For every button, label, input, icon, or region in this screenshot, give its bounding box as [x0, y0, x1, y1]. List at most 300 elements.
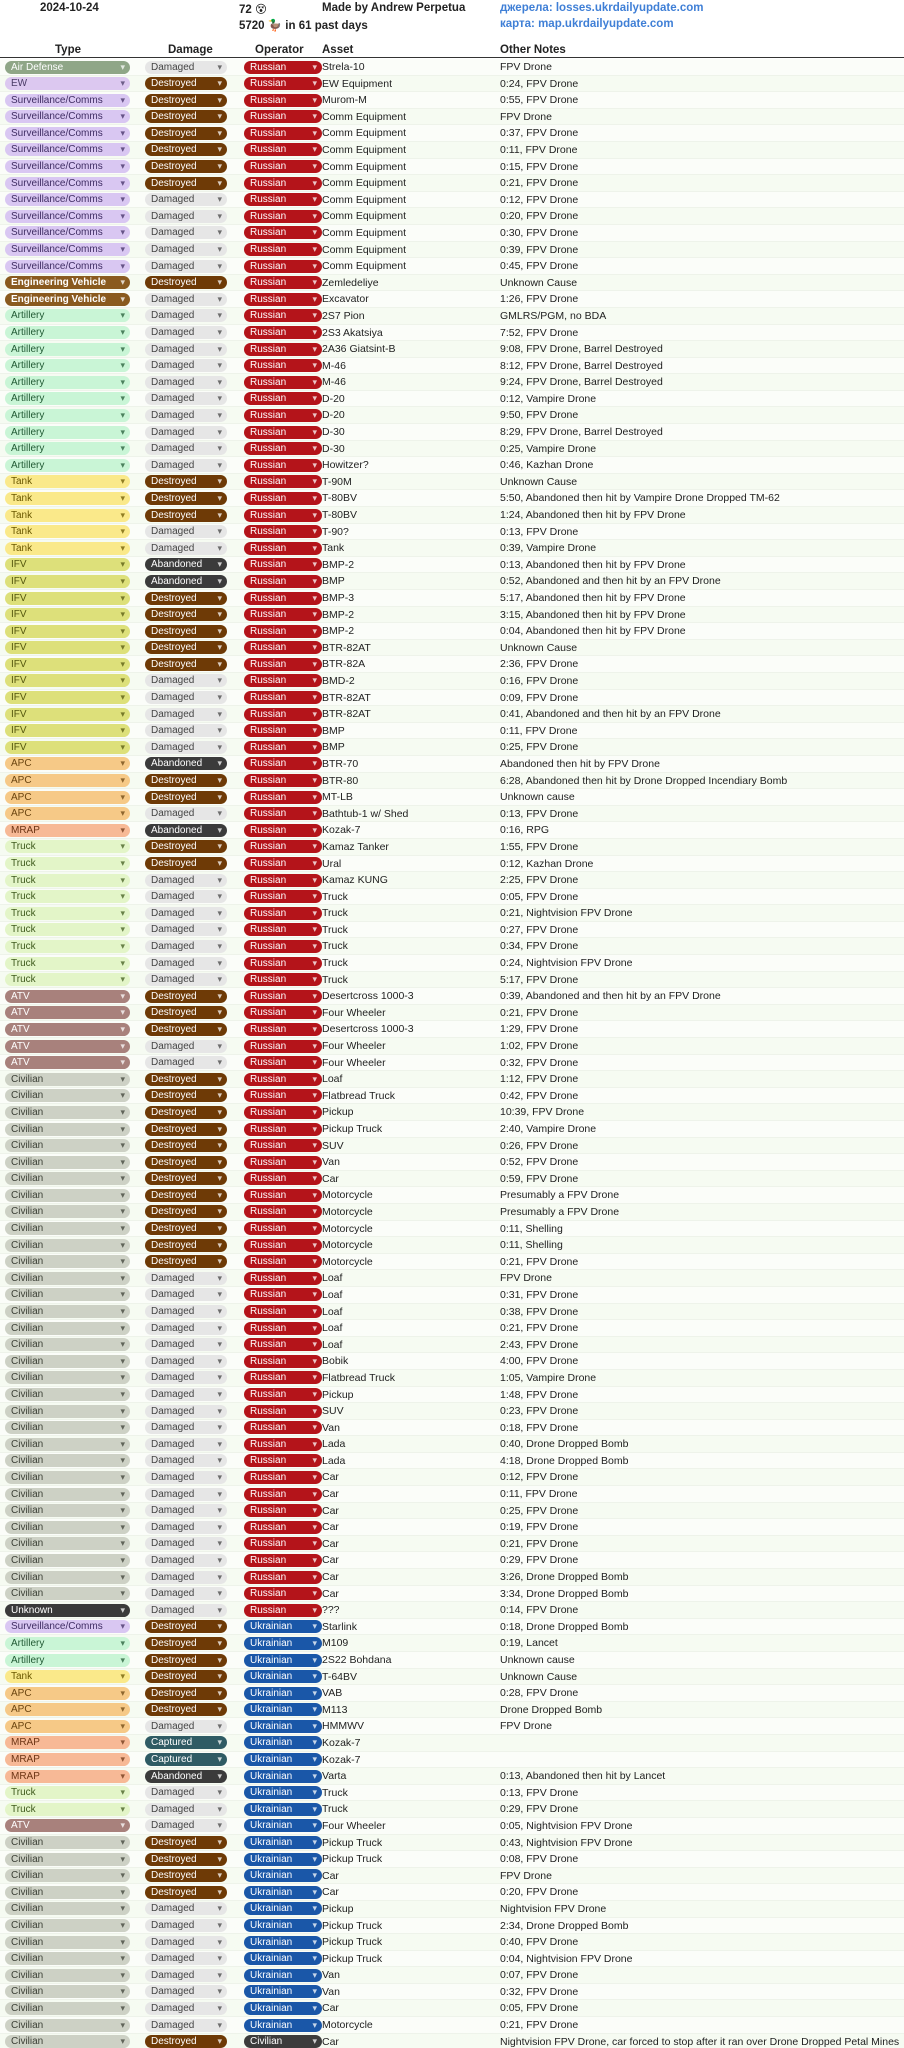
- damage-dropdown[interactable]: Damaged ▾: [145, 1803, 227, 1816]
- operator-dropdown[interactable]: Russian ▾: [244, 558, 322, 571]
- type-dropdown[interactable]: Artillery ▾: [5, 326, 130, 339]
- damage-dropdown[interactable]: Damaged ▾: [145, 1338, 227, 1351]
- operator-dropdown[interactable]: Russian ▾: [244, 492, 322, 505]
- type-dropdown[interactable]: APC ▾: [5, 774, 130, 787]
- operator-dropdown[interactable]: Russian ▾: [244, 940, 322, 953]
- damage-dropdown[interactable]: Destroyed ▾: [145, 1156, 227, 1169]
- column-header-type[interactable]: Type: [55, 44, 81, 56]
- damage-dropdown[interactable]: Destroyed ▾: [145, 840, 227, 853]
- type-dropdown[interactable]: Truck ▾: [5, 1786, 130, 1799]
- type-dropdown[interactable]: Artillery ▾: [5, 343, 130, 356]
- damage-dropdown[interactable]: Damaged ▾: [145, 2002, 227, 2015]
- operator-dropdown[interactable]: Ukrainian ▾: [244, 1803, 322, 1816]
- operator-dropdown[interactable]: Russian ▾: [244, 1305, 322, 1318]
- type-dropdown[interactable]: IFV ▾: [5, 641, 130, 654]
- type-dropdown[interactable]: IFV ▾: [5, 625, 130, 638]
- damage-dropdown[interactable]: Destroyed ▾: [145, 857, 227, 870]
- operator-dropdown[interactable]: Russian ▾: [244, 1073, 322, 1086]
- type-dropdown[interactable]: IFV ▾: [5, 724, 130, 737]
- damage-dropdown[interactable]: Damaged ▾: [145, 1720, 227, 1733]
- damage-dropdown[interactable]: Damaged ▾: [145, 1521, 227, 1534]
- damage-dropdown[interactable]: Damaged ▾: [145, 1604, 227, 1617]
- type-dropdown[interactable]: MRAP ▾: [5, 824, 130, 837]
- type-dropdown[interactable]: Civilian ▾: [5, 1172, 130, 1185]
- type-dropdown[interactable]: IFV ▾: [5, 708, 130, 721]
- damage-dropdown[interactable]: Damaged ▾: [145, 923, 227, 936]
- operator-dropdown[interactable]: Russian ▾: [244, 1123, 322, 1136]
- type-dropdown[interactable]: Artillery ▾: [5, 376, 130, 389]
- damage-dropdown[interactable]: Destroyed ▾: [145, 77, 227, 90]
- damage-dropdown[interactable]: Destroyed ▾: [145, 1620, 227, 1633]
- operator-dropdown[interactable]: Russian ▾: [244, 1156, 322, 1169]
- damage-dropdown[interactable]: Damaged ▾: [145, 1421, 227, 1434]
- type-dropdown[interactable]: Civilian ▾: [5, 1189, 130, 1202]
- type-dropdown[interactable]: Civilian ▾: [5, 1106, 130, 1119]
- operator-dropdown[interactable]: Ukrainian ▾: [244, 1969, 322, 1982]
- type-dropdown[interactable]: Civilian ▾: [5, 1952, 130, 1965]
- type-dropdown[interactable]: Civilian ▾: [5, 1571, 130, 1584]
- operator-dropdown[interactable]: Russian ▾: [244, 791, 322, 804]
- damage-dropdown[interactable]: Destroyed ▾: [145, 641, 227, 654]
- damage-dropdown[interactable]: Abandoned ▾: [145, 575, 227, 588]
- type-dropdown[interactable]: Surveillance/Comms ▾: [5, 177, 130, 190]
- type-dropdown[interactable]: Surveillance/Comms ▾: [5, 94, 130, 107]
- type-dropdown[interactable]: Tank ▾: [5, 492, 130, 505]
- operator-dropdown[interactable]: Russian ▾: [244, 210, 322, 223]
- operator-dropdown[interactable]: Russian ▾: [244, 1554, 322, 1567]
- operator-dropdown[interactable]: Russian ▾: [244, 1056, 322, 1069]
- type-dropdown[interactable]: Civilian ▾: [5, 2019, 130, 2032]
- type-dropdown[interactable]: Civilian ▾: [5, 1587, 130, 1600]
- operator-dropdown[interactable]: Russian ▾: [244, 1222, 322, 1235]
- damage-dropdown[interactable]: Destroyed ▾: [145, 1172, 227, 1185]
- operator-dropdown[interactable]: Russian ▾: [244, 741, 322, 754]
- operator-dropdown[interactable]: Russian ▾: [244, 409, 322, 422]
- operator-dropdown[interactable]: Russian ▾: [244, 1438, 322, 1451]
- type-dropdown[interactable]: Truck ▾: [5, 923, 130, 936]
- damage-dropdown[interactable]: Damaged ▾: [145, 260, 227, 273]
- type-dropdown[interactable]: Civilian ▾: [5, 1073, 130, 1086]
- type-dropdown[interactable]: ATV ▾: [5, 1040, 130, 1053]
- type-dropdown[interactable]: Civilian ▾: [5, 1388, 130, 1401]
- damage-dropdown[interactable]: Damaged ▾: [145, 890, 227, 903]
- operator-dropdown[interactable]: Ukrainian ▾: [244, 1836, 322, 1849]
- damage-dropdown[interactable]: Damaged ▾: [145, 1388, 227, 1401]
- operator-dropdown[interactable]: Ukrainian ▾: [244, 1720, 322, 1733]
- type-dropdown[interactable]: Surveillance/Comms ▾: [5, 143, 130, 156]
- damage-dropdown[interactable]: Damaged ▾: [145, 1371, 227, 1384]
- type-dropdown[interactable]: Civilian ▾: [5, 1836, 130, 1849]
- operator-dropdown[interactable]: Russian ▾: [244, 110, 322, 123]
- damage-dropdown[interactable]: Destroyed ▾: [145, 492, 227, 505]
- type-dropdown[interactable]: Civilian ▾: [5, 1322, 130, 1335]
- type-dropdown[interactable]: Civilian ▾: [5, 1521, 130, 1534]
- damage-dropdown[interactable]: Damaged ▾: [145, 1454, 227, 1467]
- operator-dropdown[interactable]: Ukrainian ▾: [244, 1736, 322, 1749]
- damage-dropdown[interactable]: Damaged ▾: [145, 1488, 227, 1501]
- damage-dropdown[interactable]: Damaged ▾: [145, 907, 227, 920]
- operator-dropdown[interactable]: Russian ▾: [244, 807, 322, 820]
- type-dropdown[interactable]: IFV ▾: [5, 674, 130, 687]
- operator-dropdown[interactable]: Russian ▾: [244, 525, 322, 538]
- type-dropdown[interactable]: Civilian ▾: [5, 1886, 130, 1899]
- operator-dropdown[interactable]: Russian ▾: [244, 658, 322, 671]
- type-dropdown[interactable]: Artillery ▾: [5, 442, 130, 455]
- damage-dropdown[interactable]: Damaged ▾: [145, 1272, 227, 1285]
- damage-dropdown[interactable]: Abandoned ▾: [145, 824, 227, 837]
- type-dropdown[interactable]: Tank ▾: [5, 525, 130, 538]
- type-dropdown[interactable]: IFV ▾: [5, 691, 130, 704]
- type-dropdown[interactable]: Artillery ▾: [5, 359, 130, 372]
- operator-dropdown[interactable]: Russian ▾: [244, 1405, 322, 1418]
- damage-dropdown[interactable]: Destroyed ▾: [145, 1205, 227, 1218]
- operator-dropdown[interactable]: Russian ▾: [244, 1338, 322, 1351]
- operator-dropdown[interactable]: Russian ▾: [244, 691, 322, 704]
- damage-dropdown[interactable]: Destroyed ▾: [145, 1089, 227, 1102]
- operator-dropdown[interactable]: Russian ▾: [244, 1089, 322, 1102]
- damage-dropdown[interactable]: Damaged ▾: [145, 525, 227, 538]
- damage-dropdown[interactable]: Damaged ▾: [145, 741, 227, 754]
- damage-dropdown[interactable]: Destroyed ▾: [145, 1637, 227, 1650]
- operator-dropdown[interactable]: Russian ▾: [244, 542, 322, 555]
- damage-dropdown[interactable]: Damaged ▾: [145, 459, 227, 472]
- operator-dropdown[interactable]: Ukrainian ▾: [244, 1886, 322, 1899]
- type-dropdown[interactable]: MRAP ▾: [5, 1753, 130, 1766]
- damage-dropdown[interactable]: Damaged ▾: [145, 343, 227, 356]
- operator-dropdown[interactable]: Russian ▾: [244, 1587, 322, 1600]
- damage-dropdown[interactable]: Destroyed ▾: [145, 143, 227, 156]
- column-header-damage[interactable]: Damage: [168, 44, 213, 56]
- damage-dropdown[interactable]: Damaged ▾: [145, 226, 227, 239]
- type-dropdown[interactable]: Engineering Vehicle ▾: [5, 276, 130, 289]
- type-dropdown[interactable]: ATV ▾: [5, 1819, 130, 1832]
- type-dropdown[interactable]: Civilian ▾: [5, 1123, 130, 1136]
- type-dropdown[interactable]: Civilian ▾: [5, 1438, 130, 1451]
- operator-dropdown[interactable]: Ukrainian ▾: [244, 1869, 322, 1882]
- damage-dropdown[interactable]: Damaged ▾: [145, 691, 227, 704]
- operator-dropdown[interactable]: Russian ▾: [244, 608, 322, 621]
- damage-dropdown[interactable]: Damaged ▾: [145, 724, 227, 737]
- type-dropdown[interactable]: Civilian ▾: [5, 1288, 130, 1301]
- type-dropdown[interactable]: Civilian ▾: [5, 1222, 130, 1235]
- operator-dropdown[interactable]: Ukrainian ▾: [244, 1770, 322, 1783]
- operator-dropdown[interactable]: Russian ▾: [244, 1488, 322, 1501]
- operator-dropdown[interactable]: Russian ▾: [244, 1040, 322, 1053]
- damage-dropdown[interactable]: Damaged ▾: [145, 1936, 227, 1949]
- damage-dropdown[interactable]: Damaged ▾: [145, 1288, 227, 1301]
- damage-dropdown[interactable]: Destroyed ▾: [145, 276, 227, 289]
- damage-dropdown[interactable]: Destroyed ▾: [145, 110, 227, 123]
- operator-dropdown[interactable]: Ukrainian ▾: [244, 1620, 322, 1633]
- type-dropdown[interactable]: Civilian ▾: [5, 1239, 130, 1252]
- operator-dropdown[interactable]: Russian ▾: [244, 990, 322, 1003]
- operator-dropdown[interactable]: Ukrainian ▾: [244, 1670, 322, 1683]
- type-dropdown[interactable]: Civilian ▾: [5, 1919, 130, 1932]
- damage-dropdown[interactable]: Destroyed ▾: [145, 990, 227, 1003]
- damage-dropdown[interactable]: Damaged ▾: [145, 1969, 227, 1982]
- operator-dropdown[interactable]: Russian ▾: [244, 1255, 322, 1268]
- operator-dropdown[interactable]: Ukrainian ▾: [244, 1936, 322, 1949]
- damage-dropdown[interactable]: Damaged ▾: [145, 1919, 227, 1932]
- damage-dropdown[interactable]: Destroyed ▾: [145, 1123, 227, 1136]
- damage-dropdown[interactable]: Damaged ▾: [145, 1355, 227, 1368]
- type-dropdown[interactable]: IFV ▾: [5, 741, 130, 754]
- operator-dropdown[interactable]: Russian ▾: [244, 1288, 322, 1301]
- operator-dropdown[interactable]: Russian ▾: [244, 1604, 322, 1617]
- operator-dropdown[interactable]: Ukrainian ▾: [244, 1952, 322, 1965]
- damage-dropdown[interactable]: Damaged ▾: [145, 376, 227, 389]
- operator-dropdown[interactable]: Russian ▾: [244, 1272, 322, 1285]
- damage-dropdown[interactable]: Damaged ▾: [145, 940, 227, 953]
- damage-dropdown[interactable]: Damaged ▾: [145, 708, 227, 721]
- operator-dropdown[interactable]: Russian ▾: [244, 276, 322, 289]
- damage-dropdown[interactable]: Abandoned ▾: [145, 558, 227, 571]
- operator-dropdown[interactable]: Russian ▾: [244, 426, 322, 439]
- damage-dropdown[interactable]: Destroyed ▾: [145, 509, 227, 522]
- operator-dropdown[interactable]: Russian ▾: [244, 392, 322, 405]
- type-dropdown[interactable]: Engineering Vehicle ▾: [5, 293, 130, 306]
- type-dropdown[interactable]: ATV ▾: [5, 1006, 130, 1019]
- type-dropdown[interactable]: MRAP ▾: [5, 1770, 130, 1783]
- type-dropdown[interactable]: Tank ▾: [5, 475, 130, 488]
- type-dropdown[interactable]: Surveillance/Comms ▾: [5, 1620, 130, 1633]
- damage-dropdown[interactable]: Damaged ▾: [145, 193, 227, 206]
- damage-dropdown[interactable]: Destroyed ▾: [145, 1222, 227, 1235]
- damage-dropdown[interactable]: Destroyed ▾: [145, 791, 227, 804]
- type-dropdown[interactable]: APC ▾: [5, 1703, 130, 1716]
- damage-dropdown[interactable]: Damaged ▾: [145, 309, 227, 322]
- damage-dropdown[interactable]: Damaged ▾: [145, 2019, 227, 2032]
- damage-dropdown[interactable]: Damaged ▾: [145, 392, 227, 405]
- damage-dropdown[interactable]: Damaged ▾: [145, 442, 227, 455]
- operator-dropdown[interactable]: Russian ▾: [244, 442, 322, 455]
- operator-dropdown[interactable]: Russian ▾: [244, 973, 322, 986]
- damage-dropdown[interactable]: Damaged ▾: [145, 1571, 227, 1584]
- operator-dropdown[interactable]: Russian ▾: [244, 874, 322, 887]
- operator-dropdown[interactable]: Russian ▾: [244, 193, 322, 206]
- damage-dropdown[interactable]: Damaged ▾: [145, 210, 227, 223]
- type-dropdown[interactable]: Unknown ▾: [5, 1604, 130, 1617]
- type-dropdown[interactable]: APC ▾: [5, 791, 130, 804]
- damage-dropdown[interactable]: Damaged ▾: [145, 1322, 227, 1335]
- damage-dropdown[interactable]: Destroyed ▾: [145, 1023, 227, 1036]
- operator-dropdown[interactable]: Russian ▾: [244, 326, 322, 339]
- operator-dropdown[interactable]: Ukrainian ▾: [244, 2002, 322, 2015]
- damage-dropdown[interactable]: Destroyed ▾: [145, 127, 227, 140]
- type-dropdown[interactable]: Artillery ▾: [5, 309, 130, 322]
- damage-dropdown[interactable]: Damaged ▾: [145, 1040, 227, 1053]
- operator-dropdown[interactable]: Russian ▾: [244, 226, 322, 239]
- operator-dropdown[interactable]: Russian ▾: [244, 459, 322, 472]
- operator-dropdown[interactable]: Russian ▾: [244, 343, 322, 356]
- type-dropdown[interactable]: Artillery ▾: [5, 426, 130, 439]
- damage-dropdown[interactable]: Damaged ▾: [145, 1305, 227, 1318]
- damage-dropdown[interactable]: Destroyed ▾: [145, 160, 227, 173]
- damage-dropdown[interactable]: Destroyed ▾: [145, 1654, 227, 1667]
- type-dropdown[interactable]: IFV ▾: [5, 592, 130, 605]
- damage-dropdown[interactable]: Destroyed ▾: [145, 94, 227, 107]
- type-dropdown[interactable]: Artillery ▾: [5, 1654, 130, 1667]
- operator-dropdown[interactable]: Russian ▾: [244, 1189, 322, 1202]
- type-dropdown[interactable]: APC ▾: [5, 807, 130, 820]
- type-dropdown[interactable]: Truck ▾: [5, 940, 130, 953]
- type-dropdown[interactable]: IFV ▾: [5, 575, 130, 588]
- type-dropdown[interactable]: Civilian ▾: [5, 2035, 130, 2048]
- type-dropdown[interactable]: ATV ▾: [5, 1056, 130, 1069]
- operator-dropdown[interactable]: Russian ▾: [244, 1571, 322, 1584]
- type-dropdown[interactable]: APC ▾: [5, 1687, 130, 1700]
- operator-dropdown[interactable]: Ukrainian ▾: [244, 1819, 322, 1832]
- operator-dropdown[interactable]: Russian ▾: [244, 1537, 322, 1550]
- damage-dropdown[interactable]: Damaged ▾: [145, 1952, 227, 1965]
- type-dropdown[interactable]: Truck ▾: [5, 890, 130, 903]
- type-dropdown[interactable]: Civilian ▾: [5, 1421, 130, 1434]
- type-dropdown[interactable]: Truck ▾: [5, 874, 130, 887]
- type-dropdown[interactable]: ATV ▾: [5, 1023, 130, 1036]
- damage-dropdown[interactable]: Damaged ▾: [145, 1056, 227, 1069]
- operator-dropdown[interactable]: Russian ▾: [244, 592, 322, 605]
- damage-dropdown[interactable]: Damaged ▾: [145, 1537, 227, 1550]
- column-header-operator[interactable]: Operator: [255, 44, 304, 56]
- type-dropdown[interactable]: Civilian ▾: [5, 1554, 130, 1567]
- type-dropdown[interactable]: Surveillance/Comms ▾: [5, 127, 130, 140]
- damage-dropdown[interactable]: Damaged ▾: [145, 1554, 227, 1567]
- operator-dropdown[interactable]: Ukrainian ▾: [244, 1703, 322, 1716]
- damage-dropdown[interactable]: Damaged ▾: [145, 326, 227, 339]
- operator-dropdown[interactable]: Russian ▾: [244, 1521, 322, 1534]
- damage-dropdown[interactable]: Damaged ▾: [145, 1405, 227, 1418]
- damage-dropdown[interactable]: Destroyed ▾: [145, 1703, 227, 1716]
- type-dropdown[interactable]: Artillery ▾: [5, 409, 130, 422]
- operator-dropdown[interactable]: Russian ▾: [244, 890, 322, 903]
- type-dropdown[interactable]: Civilian ▾: [5, 1537, 130, 1550]
- type-dropdown[interactable]: ATV ▾: [5, 990, 130, 1003]
- damage-dropdown[interactable]: Damaged ▾: [145, 1438, 227, 1451]
- operator-dropdown[interactable]: Russian ▾: [244, 1006, 322, 1019]
- type-dropdown[interactable]: Civilian ▾: [5, 1272, 130, 1285]
- type-dropdown[interactable]: Civilian ▾: [5, 1205, 130, 1218]
- damage-dropdown[interactable]: Captured ▾: [145, 1753, 227, 1766]
- operator-dropdown[interactable]: Russian ▾: [244, 907, 322, 920]
- operator-dropdown[interactable]: Russian ▾: [244, 1454, 322, 1467]
- operator-dropdown[interactable]: Russian ▾: [244, 1023, 322, 1036]
- type-dropdown[interactable]: Civilian ▾: [5, 1902, 130, 1915]
- type-dropdown[interactable]: Civilian ▾: [5, 1985, 130, 1998]
- type-dropdown[interactable]: Surveillance/Comms ▾: [5, 193, 130, 206]
- type-dropdown[interactable]: Truck ▾: [5, 973, 130, 986]
- type-dropdown[interactable]: IFV ▾: [5, 608, 130, 621]
- damage-dropdown[interactable]: Damaged ▾: [145, 1786, 227, 1799]
- type-dropdown[interactable]: Surveillance/Comms ▾: [5, 226, 130, 239]
- damage-dropdown[interactable]: Destroyed ▾: [145, 625, 227, 638]
- operator-dropdown[interactable]: Civilian ▾: [244, 2035, 322, 2048]
- type-dropdown[interactable]: Surveillance/Comms ▾: [5, 260, 130, 273]
- type-dropdown[interactable]: Civilian ▾: [5, 1089, 130, 1102]
- type-dropdown[interactable]: Tank ▾: [5, 542, 130, 555]
- operator-dropdown[interactable]: Russian ▾: [244, 1371, 322, 1384]
- type-dropdown[interactable]: IFV ▾: [5, 658, 130, 671]
- operator-dropdown[interactable]: Russian ▾: [244, 1205, 322, 1218]
- operator-dropdown[interactable]: Russian ▾: [244, 1172, 322, 1185]
- damage-dropdown[interactable]: Destroyed ▾: [145, 1670, 227, 1683]
- operator-dropdown[interactable]: Russian ▾: [244, 309, 322, 322]
- damage-dropdown[interactable]: Damaged ▾: [145, 409, 227, 422]
- damage-dropdown[interactable]: Destroyed ▾: [145, 774, 227, 787]
- operator-dropdown[interactable]: Russian ▾: [244, 243, 322, 256]
- damage-dropdown[interactable]: Damaged ▾: [145, 1504, 227, 1517]
- damage-dropdown[interactable]: Destroyed ▾: [145, 1853, 227, 1866]
- damage-dropdown[interactable]: Destroyed ▾: [145, 177, 227, 190]
- type-dropdown[interactable]: Civilian ▾: [5, 1338, 130, 1351]
- damage-dropdown[interactable]: Damaged ▾: [145, 1902, 227, 1915]
- type-dropdown[interactable]: Surveillance/Comms ▾: [5, 110, 130, 123]
- damage-dropdown[interactable]: Damaged ▾: [145, 293, 227, 306]
- operator-dropdown[interactable]: Russian ▾: [244, 127, 322, 140]
- type-dropdown[interactable]: Civilian ▾: [5, 1454, 130, 1467]
- operator-dropdown[interactable]: Russian ▾: [244, 625, 322, 638]
- type-dropdown[interactable]: Surveillance/Comms ▾: [5, 243, 130, 256]
- operator-dropdown[interactable]: Russian ▾: [244, 708, 322, 721]
- type-dropdown[interactable]: Civilian ▾: [5, 1156, 130, 1169]
- operator-dropdown[interactable]: Russian ▾: [244, 1322, 322, 1335]
- damage-dropdown[interactable]: Damaged ▾: [145, 1587, 227, 1600]
- damage-dropdown[interactable]: Damaged ▾: [145, 243, 227, 256]
- operator-dropdown[interactable]: Russian ▾: [244, 923, 322, 936]
- damage-dropdown[interactable]: Destroyed ▾: [145, 2035, 227, 2048]
- damage-dropdown[interactable]: Destroyed ▾: [145, 475, 227, 488]
- column-header-notes[interactable]: Other Notes: [500, 44, 566, 56]
- damage-dropdown[interactable]: Destroyed ▾: [145, 1886, 227, 1899]
- damage-dropdown[interactable]: Abandoned ▾: [145, 1770, 227, 1783]
- damage-dropdown[interactable]: Destroyed ▾: [145, 1073, 227, 1086]
- operator-dropdown[interactable]: Russian ▾: [244, 957, 322, 970]
- operator-dropdown[interactable]: Ukrainian ▾: [244, 1786, 322, 1799]
- operator-dropdown[interactable]: Russian ▾: [244, 1355, 322, 1368]
- type-dropdown[interactable]: Surveillance/Comms ▾: [5, 160, 130, 173]
- column-header-asset[interactable]: Asset: [322, 44, 354, 56]
- damage-dropdown[interactable]: Damaged ▾: [145, 426, 227, 439]
- damage-dropdown[interactable]: Damaged ▾: [145, 874, 227, 887]
- operator-dropdown[interactable]: Ukrainian ▾: [244, 1753, 322, 1766]
- damage-dropdown[interactable]: Damaged ▾: [145, 61, 227, 74]
- operator-dropdown[interactable]: Russian ▾: [244, 1471, 322, 1484]
- damage-dropdown[interactable]: Destroyed ▾: [145, 1869, 227, 1882]
- operator-dropdown[interactable]: Russian ▾: [244, 177, 322, 190]
- damage-dropdown[interactable]: Destroyed ▾: [145, 1189, 227, 1202]
- damage-dropdown[interactable]: Damaged ▾: [145, 542, 227, 555]
- operator-dropdown[interactable]: Russian ▾: [244, 293, 322, 306]
- type-dropdown[interactable]: Civilian ▾: [5, 1853, 130, 1866]
- operator-dropdown[interactable]: Ukrainian ▾: [244, 1687, 322, 1700]
- operator-dropdown[interactable]: Russian ▾: [244, 359, 322, 372]
- damage-dropdown[interactable]: Destroyed ▾: [145, 1106, 227, 1119]
- type-dropdown[interactable]: Civilian ▾: [5, 1305, 130, 1318]
- damage-dropdown[interactable]: Destroyed ▾: [145, 1006, 227, 1019]
- type-dropdown[interactable]: IFV ▾: [5, 558, 130, 571]
- type-dropdown[interactable]: Civilian ▾: [5, 1471, 130, 1484]
- type-dropdown[interactable]: Truck ▾: [5, 1803, 130, 1816]
- type-dropdown[interactable]: Civilian ▾: [5, 1405, 130, 1418]
- type-dropdown[interactable]: Truck ▾: [5, 840, 130, 853]
- operator-dropdown[interactable]: Russian ▾: [244, 757, 322, 770]
- operator-dropdown[interactable]: Russian ▾: [244, 774, 322, 787]
- damage-dropdown[interactable]: Damaged ▾: [145, 957, 227, 970]
- type-dropdown[interactable]: Artillery ▾: [5, 392, 130, 405]
- operator-dropdown[interactable]: Russian ▾: [244, 260, 322, 273]
- type-dropdown[interactable]: Civilian ▾: [5, 1355, 130, 1368]
- operator-dropdown[interactable]: Russian ▾: [244, 509, 322, 522]
- type-dropdown[interactable]: Truck ▾: [5, 957, 130, 970]
